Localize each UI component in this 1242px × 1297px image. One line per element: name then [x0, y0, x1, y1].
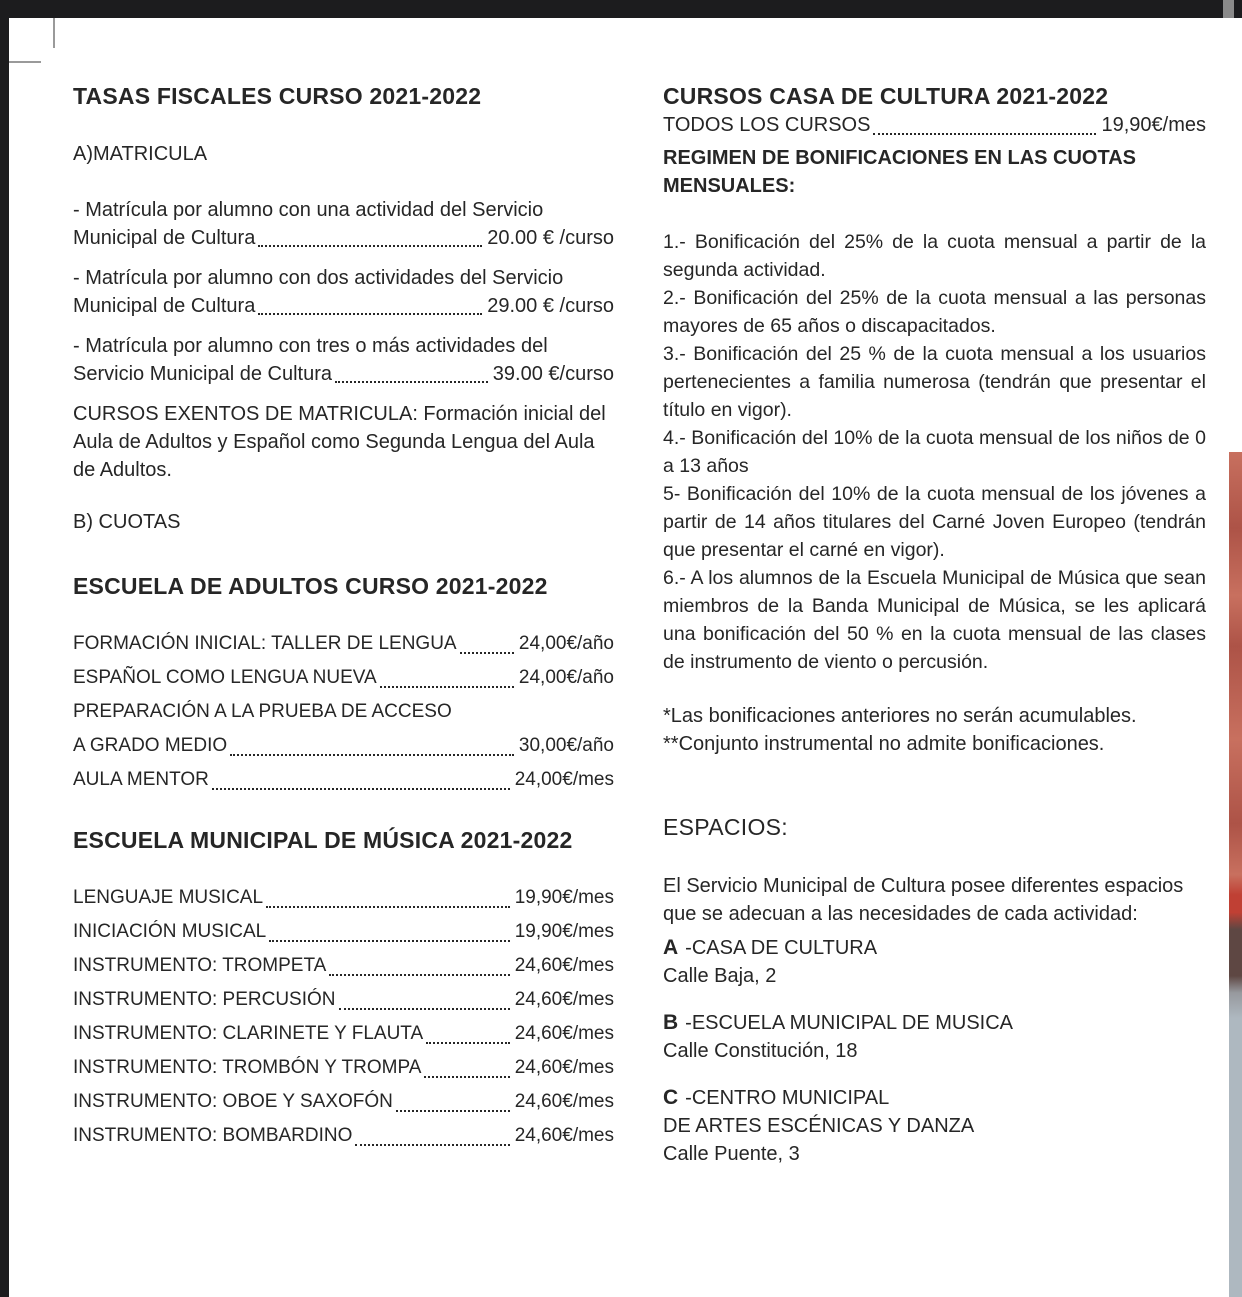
dotted-leader [455, 721, 609, 722]
adultos-title: ESCUELA DE ADULTOS CURSO 2021-2022 [73, 573, 548, 599]
dotted-leader [460, 652, 514, 654]
dotted-leader [335, 381, 488, 383]
fee-label: Municipal de Cultura [73, 295, 256, 317]
musica-title: ESCUELA MUNICIPAL DE MÚSICA 2021-2022 [73, 827, 573, 853]
fee-price: 19,90€/mes [1101, 114, 1206, 136]
espacio-name [663, 1084, 1206, 1112]
fee-label: INSTRUMENTO: OBOE Y SAXOFÓN [73, 1091, 393, 1112]
bonificacion-item: 6.- A los alumnos de la Escuela Municipal de Música que sean miembros de la Banda Municipal de Música, se les aplicará una bonificación del 50 % en la cuota mensual de las clases de instrumento de viento o percusión. [663, 567, 1206, 673]
fee-price: 20.00 € /curso [487, 227, 614, 249]
fee-row [73, 1054, 614, 1088]
fee-label: TODOS LOS CURSOS [663, 114, 871, 136]
window-left-edge [0, 0, 9, 1297]
dotted-leader [266, 906, 510, 908]
espacio-item [663, 934, 1206, 990]
fee-label: INICIACIÓN MUSICAL [73, 921, 267, 942]
fee-price: 24,60€/mes [514, 1125, 614, 1146]
espacio-item [663, 1009, 1206, 1065]
adultos-fee-list [73, 630, 614, 800]
section-a-label: A)MATRICULA [73, 143, 208, 165]
fee-row [73, 918, 614, 952]
fee-row [73, 1020, 614, 1054]
fee-row [73, 360, 614, 388]
fee-label: INSTRUMENTO: TROMBÓN Y TROMPA [73, 1057, 422, 1078]
fee-row [73, 766, 614, 800]
left-column [73, 82, 614, 1156]
scrollbar-thumb[interactable] [1223, 0, 1234, 18]
dotted-leader [258, 313, 482, 315]
fee-label: FORMACIÓN INICIAL: TALLER DE LENGUA [73, 633, 457, 654]
matricula-item [73, 332, 614, 388]
dotted-leader [424, 1076, 509, 1078]
fee-label: LENGUAJE MUSICAL [73, 887, 264, 908]
dotted-leader [258, 245, 482, 247]
espacio-letter: C [663, 1086, 679, 1109]
espacio-letter: B [663, 1011, 679, 1034]
espacios-intro: El Servicio Municipal de Cultura posee diferentes espacios que se adecuan a las necesidades de cada actividad: [663, 875, 1184, 925]
note-line: **Conjunto instrumental no admite bonificaciones. [663, 733, 1105, 755]
fee-label: A GRADO MEDIO [73, 735, 228, 756]
left-title: TASAS FISCALES CURSO 2021-2022 [73, 83, 482, 109]
dotted-leader [396, 1110, 510, 1112]
bonificacion-item: 1.- Bonificación del 25% de la cuota mensual a partir de la segunda actividad. [663, 231, 1206, 281]
fee-price: 19,90€/mes [514, 887, 614, 908]
fee-row [73, 986, 614, 1020]
bonificacion-item: 2.- Bonificación del 25% de la cuota mensual a las personas mayores de 65 años o discapacitados. [663, 287, 1206, 337]
right-title: CURSOS CASA DE CULTURA 2021-2022 [663, 83, 1109, 109]
espacio-item [663, 1084, 1206, 1168]
fee-label: INSTRUMENTO: PERCUSIÓN [73, 989, 336, 1010]
fee-price: 24,60€/mes [514, 1057, 614, 1078]
fee-row [73, 732, 614, 766]
dotted-leader [873, 133, 1096, 135]
fee-row [73, 664, 614, 698]
fee-label: INSTRUMENTO: TROMPETA [73, 955, 327, 976]
espacio-address: Calle Baja, 2 [663, 965, 777, 987]
fee-price: 24,00€/mes [514, 769, 614, 790]
fee-label: INSTRUMENTO: BOMBARDINO [73, 1125, 353, 1146]
notes [663, 702, 1206, 758]
adjacent-photo-edge [1229, 452, 1242, 1297]
matricula-item [73, 264, 614, 320]
dotted-leader [355, 1144, 509, 1146]
fee-row [73, 698, 614, 732]
bonificacion-item: 3.- Bonificación del 25 % de la cuota mensual a los usuarios pertenecientes a familia numerosa (tendrán que presentar el título en vigor). [663, 343, 1206, 421]
dotted-leader [212, 788, 510, 790]
matricula-text: - Matrícula por alumno con una actividad del Servicio [73, 199, 544, 221]
dotted-leader [329, 974, 509, 976]
crop-mark-horizontal [9, 61, 41, 63]
fee-row [73, 884, 614, 918]
cursos-exentos-note: CURSOS EXENTOS DE MATRICULA: Formación inicial del Aula de Adultos y Español como Segunda Lengua del Aula de Adultos. [73, 403, 606, 481]
fee-price: 19,90€/mes [514, 921, 614, 942]
espacio-name [663, 934, 1206, 962]
matricula-item [73, 196, 614, 252]
fee-price: 24,00€/año [518, 633, 614, 654]
bonificacion-item: 5- Bonificación del 10% de la cuota mensual de los jóvenes a partir de 14 años titulares del Carné Joven Europeo (tendrán que presentar el carné en vigor). [663, 483, 1206, 561]
fee-label: AULA MENTOR [73, 769, 209, 790]
fee-price: 24,60€/mes [514, 1023, 614, 1044]
fee-price: 24,60€/mes [514, 1091, 614, 1112]
espacios-title: ESPACIOS: [663, 814, 788, 840]
matricula-text: - Matrícula por alumno con tres o más actividades del [73, 335, 548, 357]
fee-label: Municipal de Cultura [73, 227, 256, 249]
espacio-name-text: -CENTRO MUNICIPAL [685, 1087, 890, 1109]
fee-price: 29.00 € /curso [487, 295, 614, 317]
fee-row [73, 952, 614, 986]
right-column [663, 82, 1206, 1168]
fee-row [663, 110, 1206, 140]
espacio-letter: A [663, 936, 679, 959]
bonificacion-item: 4.- Bonificación del 10% de la cuota mensual de los niños de 0 a 13 años [663, 427, 1206, 477]
dotted-leader [269, 940, 510, 942]
espacio-name [663, 1009, 1206, 1037]
espacio-name-text: -CASA DE CULTURA [685, 937, 878, 959]
dotted-leader [230, 754, 514, 756]
fee-row [73, 630, 614, 664]
window-top-bar [0, 0, 1242, 18]
crop-mark-vertical [53, 15, 55, 48]
fee-row [73, 1122, 614, 1156]
matricula-text: - Matrícula por alumno con dos actividades del Servicio [73, 267, 564, 289]
fee-price: 30,00€/año [518, 735, 614, 756]
musica-fee-list [73, 884, 614, 1156]
espacio-name-text: -ESCUELA MUNICIPAL DE MUSICA [685, 1012, 1014, 1034]
espacio-address: Calle Constitución, 18 [663, 1040, 858, 1062]
fee-label: Servicio Municipal de Cultura [73, 363, 333, 385]
dotted-leader [426, 1042, 510, 1044]
fee-row [73, 1088, 614, 1122]
espacio-name-line2: DE ARTES ESCÉNICAS Y DANZA [663, 1115, 975, 1137]
dotted-leader [380, 686, 514, 688]
fee-row [73, 292, 614, 320]
regimen-title: REGIMEN DE BONIFICACIONES EN LAS CUOTAS MENSUALES: [663, 147, 1136, 197]
dotted-leader [339, 1008, 510, 1010]
fee-price: 24,60€/mes [514, 955, 614, 976]
note-line: *Las bonificaciones anteriores no serán acumulables. [663, 705, 1137, 727]
fee-label: ESPAÑOL COMO LENGUA NUEVA [73, 667, 377, 688]
fee-label: INSTRUMENTO: CLARINETE Y FLAUTA [73, 1023, 424, 1044]
fee-label: PREPARACIÓN A LA PRUEBA DE ACCESO [73, 701, 452, 722]
fee-price: 24,60€/mes [514, 989, 614, 1010]
fee-price: 24,00€/año [518, 667, 614, 688]
fee-price: 39.00 €/curso [492, 363, 614, 385]
fee-row [73, 224, 614, 252]
bonificaciones-list [663, 228, 1206, 676]
section-b-label: B) CUOTAS [73, 511, 181, 533]
espacio-address: Calle Puente, 3 [663, 1143, 800, 1165]
